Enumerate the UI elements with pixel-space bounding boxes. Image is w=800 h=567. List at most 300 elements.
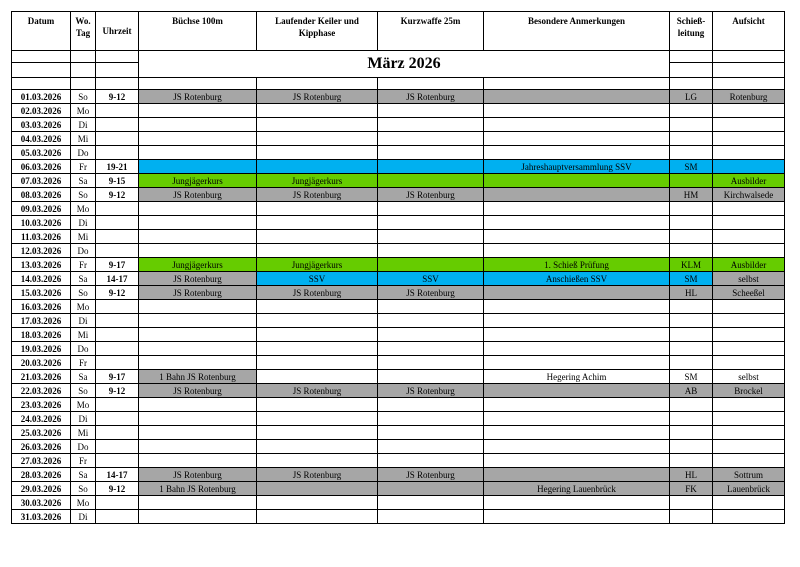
cell-day: Do bbox=[71, 244, 96, 258]
cell-keiler: Jungjägerkurs bbox=[257, 258, 378, 272]
cell-buechse bbox=[139, 216, 257, 230]
cell-aufsicht: selbst bbox=[713, 370, 785, 384]
cell-schiessleitung bbox=[670, 426, 713, 440]
header-buechse: Büchse 100m bbox=[139, 12, 257, 51]
cell-date: 13.03.2026 bbox=[12, 258, 71, 272]
cell-keiler bbox=[257, 440, 378, 454]
header-uhrzeit bbox=[96, 12, 139, 51]
spacer-row bbox=[12, 51, 785, 63]
cell-day: Fr bbox=[71, 160, 96, 174]
cell-schiessleitung: AB bbox=[670, 384, 713, 398]
cell-kurzwaffe: JS Rotenburg bbox=[378, 286, 484, 300]
cell-buechse: JS Rotenburg bbox=[139, 468, 257, 482]
cell-kurzwaffe bbox=[378, 454, 484, 468]
cell-schiessleitung bbox=[670, 398, 713, 412]
cell-aufsicht bbox=[713, 216, 785, 230]
cell-keiler: JS Rotenburg bbox=[257, 188, 378, 202]
cell-day: Mi bbox=[71, 426, 96, 440]
cell-aufsicht: Sottrum bbox=[713, 468, 785, 482]
header-tag: Tag bbox=[75, 28, 91, 38]
cell-anmerkungen bbox=[484, 188, 670, 202]
month-title: März 2026 bbox=[139, 51, 670, 78]
table-row bbox=[12, 342, 785, 356]
cell-date: 28.03.2026 bbox=[12, 468, 71, 482]
cell-anmerkungen: Hegering Lauenbrück bbox=[484, 482, 670, 496]
cell-buechse bbox=[139, 300, 257, 314]
cell-date: 10.03.2026 bbox=[12, 216, 71, 230]
cell-date: 12.03.2026 bbox=[12, 244, 71, 258]
cell-anmerkungen bbox=[484, 384, 670, 398]
cell-aufsicht bbox=[713, 440, 785, 454]
cell-schiessleitung bbox=[670, 230, 713, 244]
cell-date: 31.03.2026 bbox=[12, 510, 71, 524]
cell-kurzwaffe bbox=[378, 412, 484, 426]
cell-anmerkungen bbox=[484, 118, 670, 132]
header-datum: Datum bbox=[12, 12, 71, 51]
cell-anmerkungen bbox=[484, 342, 670, 356]
cell-anmerkungen: Jahreshauptversammlung SSV bbox=[484, 160, 670, 174]
cell-time: 14-17 bbox=[96, 272, 139, 286]
cell-day: Fr bbox=[71, 454, 96, 468]
table-row bbox=[12, 90, 785, 104]
cell-buechse bbox=[139, 356, 257, 370]
cell-time bbox=[96, 328, 139, 342]
cell-kurzwaffe: JS Rotenburg bbox=[378, 468, 484, 482]
cell-date: 04.03.2026 bbox=[12, 132, 71, 146]
table-row bbox=[12, 384, 785, 398]
cell-day: Di bbox=[71, 314, 96, 328]
cell-aufsicht bbox=[713, 230, 785, 244]
cell-kurzwaffe bbox=[378, 118, 484, 132]
cell-schiessleitung: SM bbox=[670, 272, 713, 286]
cell-buechse: JS Rotenburg bbox=[139, 90, 257, 104]
cell-schiessleitung bbox=[670, 104, 713, 118]
cell-anmerkungen: Anschießen SSV bbox=[484, 272, 670, 286]
cell-aufsicht bbox=[713, 202, 785, 216]
cell-buechse bbox=[139, 118, 257, 132]
cell-schiessleitung bbox=[670, 174, 713, 188]
cell-day: Mo bbox=[71, 496, 96, 510]
cell-date: 24.03.2026 bbox=[12, 412, 71, 426]
header-wo-tag bbox=[71, 12, 96, 51]
cell-buechse: 1 Bahn JS Rotenburg bbox=[139, 482, 257, 496]
table-row bbox=[12, 314, 785, 328]
cell-buechse bbox=[139, 104, 257, 118]
cell-keiler bbox=[257, 496, 378, 510]
table-row bbox=[12, 216, 785, 230]
cell-time: 19-21 bbox=[96, 160, 139, 174]
cell-schiessleitung bbox=[670, 412, 713, 426]
cell-day: So bbox=[71, 384, 96, 398]
cell-aufsicht bbox=[713, 356, 785, 370]
cell-time: 9-12 bbox=[96, 482, 139, 496]
cell-kurzwaffe bbox=[378, 132, 484, 146]
cell-keiler bbox=[257, 510, 378, 524]
cell-buechse bbox=[139, 230, 257, 244]
cell-day: So bbox=[71, 286, 96, 300]
cell-schiessleitung: HL bbox=[670, 286, 713, 300]
header-wo: Wo. bbox=[75, 16, 91, 26]
cell-aufsicht bbox=[713, 160, 785, 174]
cell-date: 19.03.2026 bbox=[12, 342, 71, 356]
cell-keiler bbox=[257, 454, 378, 468]
cell-schiessleitung bbox=[670, 314, 713, 328]
cell-buechse: JS Rotenburg bbox=[139, 272, 257, 286]
cell-kurzwaffe bbox=[378, 300, 484, 314]
cell-buechse bbox=[139, 314, 257, 328]
table-row bbox=[12, 300, 785, 314]
cell-day: Mo bbox=[71, 202, 96, 216]
cell-day: Mi bbox=[71, 328, 96, 342]
cell-kurzwaffe bbox=[378, 426, 484, 440]
cell-keiler: JS Rotenburg bbox=[257, 286, 378, 300]
cell-aufsicht bbox=[713, 244, 785, 258]
cell-day: Do bbox=[71, 342, 96, 356]
table-row bbox=[12, 230, 785, 244]
table-row bbox=[12, 482, 785, 496]
cell-buechse: 1 Bahn JS Rotenburg bbox=[139, 370, 257, 384]
cell-keiler bbox=[257, 328, 378, 342]
table-row bbox=[12, 188, 785, 202]
cell-kurzwaffe bbox=[378, 146, 484, 160]
header-schiess-line1: Schieß- bbox=[676, 16, 706, 26]
cell-aufsicht bbox=[713, 300, 785, 314]
cell-keiler bbox=[257, 300, 378, 314]
cell-keiler bbox=[257, 482, 378, 496]
cell-anmerkungen bbox=[484, 300, 670, 314]
cell-date: 29.03.2026 bbox=[12, 482, 71, 496]
cell-day: So bbox=[71, 188, 96, 202]
cell-time bbox=[96, 314, 139, 328]
cell-kurzwaffe bbox=[378, 510, 484, 524]
cell-kurzwaffe bbox=[378, 258, 484, 272]
cell-keiler bbox=[257, 370, 378, 384]
schedule-body bbox=[12, 90, 785, 524]
cell-keiler bbox=[257, 146, 378, 160]
cell-schiessleitung bbox=[670, 454, 713, 468]
cell-kurzwaffe bbox=[378, 482, 484, 496]
cell-date: 05.03.2026 bbox=[12, 146, 71, 160]
cell-anmerkungen bbox=[484, 426, 670, 440]
cell-day: So bbox=[71, 482, 96, 496]
table-row bbox=[12, 370, 785, 384]
cell-kurzwaffe bbox=[378, 174, 484, 188]
cell-buechse: JS Rotenburg bbox=[139, 384, 257, 398]
cell-aufsicht: Ausbilder bbox=[713, 258, 785, 272]
cell-time bbox=[96, 342, 139, 356]
table-row bbox=[12, 286, 785, 300]
cell-keiler bbox=[257, 244, 378, 258]
cell-anmerkungen bbox=[484, 174, 670, 188]
cell-kurzwaffe bbox=[378, 314, 484, 328]
cell-time bbox=[96, 454, 139, 468]
cell-anmerkungen bbox=[484, 286, 670, 300]
cell-buechse bbox=[139, 342, 257, 356]
table-row bbox=[12, 202, 785, 216]
table-row bbox=[12, 412, 785, 426]
cell-anmerkungen bbox=[484, 412, 670, 426]
cell-keiler bbox=[257, 216, 378, 230]
cell-time bbox=[96, 440, 139, 454]
table-row bbox=[12, 258, 785, 272]
table-row bbox=[12, 468, 785, 482]
cell-date: 03.03.2026 bbox=[12, 118, 71, 132]
cell-schiessleitung bbox=[670, 132, 713, 146]
cell-keiler: JS Rotenburg bbox=[257, 90, 378, 104]
cell-kurzwaffe bbox=[378, 230, 484, 244]
header-row bbox=[12, 12, 785, 51]
cell-aufsicht bbox=[713, 398, 785, 412]
cell-day: So bbox=[71, 90, 96, 104]
cell-aufsicht: Brockel bbox=[713, 384, 785, 398]
cell-anmerkungen bbox=[484, 328, 670, 342]
cell-anmerkungen bbox=[484, 468, 670, 482]
cell-kurzwaffe bbox=[378, 496, 484, 510]
cell-aufsicht bbox=[713, 118, 785, 132]
cell-aufsicht: Scheeßel bbox=[713, 286, 785, 300]
table-row bbox=[12, 118, 785, 132]
cell-buechse: Jungjägerkurs bbox=[139, 258, 257, 272]
cell-kurzwaffe bbox=[378, 370, 484, 384]
cell-time: 9-17 bbox=[96, 370, 139, 384]
table-row bbox=[12, 104, 785, 118]
cell-schiessleitung bbox=[670, 356, 713, 370]
cell-kurzwaffe bbox=[378, 216, 484, 230]
spacer-row-2 bbox=[12, 78, 785, 90]
cell-date: 14.03.2026 bbox=[12, 272, 71, 286]
header-kurzwaffe: Kurzwaffe 25m bbox=[378, 12, 484, 51]
cell-keiler: JS Rotenburg bbox=[257, 468, 378, 482]
cell-schiessleitung bbox=[670, 510, 713, 524]
cell-time bbox=[96, 244, 139, 258]
cell-time bbox=[96, 426, 139, 440]
cell-schiessleitung bbox=[670, 342, 713, 356]
cell-buechse: JS Rotenburg bbox=[139, 188, 257, 202]
cell-aufsicht bbox=[713, 104, 785, 118]
cell-kurzwaffe bbox=[378, 328, 484, 342]
cell-aufsicht bbox=[713, 496, 785, 510]
cell-keiler bbox=[257, 160, 378, 174]
cell-aufsicht: Lauenbrück bbox=[713, 482, 785, 496]
cell-schiessleitung bbox=[670, 118, 713, 132]
cell-schiessleitung bbox=[670, 300, 713, 314]
cell-time bbox=[96, 146, 139, 160]
cell-date: 25.03.2026 bbox=[12, 426, 71, 440]
header-uhrzeit-label: Uhrzeit bbox=[102, 26, 132, 36]
cell-time bbox=[96, 230, 139, 244]
cell-buechse bbox=[139, 510, 257, 524]
cell-time bbox=[96, 496, 139, 510]
cell-kurzwaffe: SSV bbox=[378, 272, 484, 286]
cell-date: 01.03.2026 bbox=[12, 90, 71, 104]
cell-day: Fr bbox=[71, 356, 96, 370]
cell-date: 21.03.2026 bbox=[12, 370, 71, 384]
cell-buechse bbox=[139, 426, 257, 440]
cell-time: 9-12 bbox=[96, 90, 139, 104]
cell-schiessleitung bbox=[670, 496, 713, 510]
cell-anmerkungen bbox=[484, 356, 670, 370]
cell-date: 22.03.2026 bbox=[12, 384, 71, 398]
cell-buechse bbox=[139, 412, 257, 426]
cell-keiler bbox=[257, 398, 378, 412]
cell-schiessleitung: SM bbox=[670, 160, 713, 174]
cell-anmerkungen bbox=[484, 230, 670, 244]
cell-time: 9-12 bbox=[96, 188, 139, 202]
cell-kurzwaffe: JS Rotenburg bbox=[378, 90, 484, 104]
cell-aufsicht bbox=[713, 426, 785, 440]
cell-anmerkungen bbox=[484, 202, 670, 216]
cell-buechse: Jungjägerkurs bbox=[139, 174, 257, 188]
cell-day: Di bbox=[71, 216, 96, 230]
cell-day: Do bbox=[71, 440, 96, 454]
cell-day: Di bbox=[71, 412, 96, 426]
cell-day: Di bbox=[71, 510, 96, 524]
cell-time bbox=[96, 300, 139, 314]
cell-anmerkungen bbox=[484, 216, 670, 230]
table-row bbox=[12, 496, 785, 510]
cell-buechse bbox=[139, 398, 257, 412]
cell-date: 18.03.2026 bbox=[12, 328, 71, 342]
cell-anmerkungen bbox=[484, 244, 670, 258]
cell-date: 06.03.2026 bbox=[12, 160, 71, 174]
cell-date: 17.03.2026 bbox=[12, 314, 71, 328]
cell-time bbox=[96, 132, 139, 146]
cell-anmerkungen bbox=[484, 496, 670, 510]
table-row bbox=[12, 426, 785, 440]
table-row bbox=[12, 398, 785, 412]
cell-time: 9-12 bbox=[96, 384, 139, 398]
cell-anmerkungen bbox=[484, 104, 670, 118]
cell-day: Mo bbox=[71, 104, 96, 118]
header-keiler bbox=[257, 12, 378, 51]
cell-buechse bbox=[139, 440, 257, 454]
cell-schiessleitung: FK bbox=[670, 482, 713, 496]
cell-buechse bbox=[139, 146, 257, 160]
cell-anmerkungen bbox=[484, 398, 670, 412]
cell-day: Sa bbox=[71, 468, 96, 482]
cell-schiessleitung: SM bbox=[670, 370, 713, 384]
cell-day: Sa bbox=[71, 272, 96, 286]
cell-date: 16.03.2026 bbox=[12, 300, 71, 314]
header-schiessleitung bbox=[670, 12, 713, 51]
cell-kurzwaffe bbox=[378, 202, 484, 216]
cell-time bbox=[96, 216, 139, 230]
header-anmerkungen: Besondere Anmerkungen bbox=[484, 12, 670, 51]
cell-day: Di bbox=[71, 118, 96, 132]
cell-anmerkungen bbox=[484, 132, 670, 146]
cell-keiler bbox=[257, 342, 378, 356]
cell-aufsicht: selbst bbox=[713, 272, 785, 286]
cell-kurzwaffe bbox=[378, 356, 484, 370]
cell-anmerkungen: 1. Schieß Prüfung bbox=[484, 258, 670, 272]
cell-aufsicht bbox=[713, 328, 785, 342]
cell-date: 11.03.2026 bbox=[12, 230, 71, 244]
cell-keiler bbox=[257, 104, 378, 118]
cell-anmerkungen bbox=[484, 454, 670, 468]
cell-time bbox=[96, 202, 139, 216]
cell-day: Mo bbox=[71, 300, 96, 314]
cell-anmerkungen bbox=[484, 314, 670, 328]
table-row bbox=[12, 146, 785, 160]
cell-day: Fr bbox=[71, 258, 96, 272]
table-row bbox=[12, 510, 785, 524]
cell-buechse bbox=[139, 160, 257, 174]
cell-kurzwaffe bbox=[378, 160, 484, 174]
cell-aufsicht: Kirchwalsede bbox=[713, 188, 785, 202]
cell-schiessleitung bbox=[670, 146, 713, 160]
cell-day: Mo bbox=[71, 398, 96, 412]
schedule-table bbox=[11, 11, 785, 524]
cell-time bbox=[96, 356, 139, 370]
table-row bbox=[12, 132, 785, 146]
cell-aufsicht bbox=[713, 314, 785, 328]
cell-aufsicht bbox=[713, 412, 785, 426]
cell-aufsicht: Rotenburg bbox=[713, 90, 785, 104]
cell-keiler bbox=[257, 356, 378, 370]
cell-date: 08.03.2026 bbox=[12, 188, 71, 202]
cell-date: 15.03.2026 bbox=[12, 286, 71, 300]
cell-buechse bbox=[139, 496, 257, 510]
cell-keiler bbox=[257, 314, 378, 328]
cell-aufsicht bbox=[713, 146, 785, 160]
cell-time bbox=[96, 412, 139, 426]
cell-schiessleitung bbox=[670, 202, 713, 216]
cell-schiessleitung bbox=[670, 328, 713, 342]
cell-anmerkungen bbox=[484, 440, 670, 454]
cell-schiessleitung bbox=[670, 244, 713, 258]
cell-day: Do bbox=[71, 146, 96, 160]
table-row bbox=[12, 174, 785, 188]
cell-buechse bbox=[139, 132, 257, 146]
table-row bbox=[12, 454, 785, 468]
table-row bbox=[12, 328, 785, 342]
cell-keiler bbox=[257, 426, 378, 440]
cell-date: 27.03.2026 bbox=[12, 454, 71, 468]
cell-keiler: SSV bbox=[257, 272, 378, 286]
header-aufsicht: Aufsicht bbox=[713, 12, 785, 51]
cell-kurzwaffe bbox=[378, 104, 484, 118]
cell-kurzwaffe bbox=[378, 440, 484, 454]
cell-day: Mi bbox=[71, 132, 96, 146]
cell-kurzwaffe: JS Rotenburg bbox=[378, 384, 484, 398]
cell-keiler bbox=[257, 412, 378, 426]
cell-time: 14-17 bbox=[96, 468, 139, 482]
cell-date: 20.03.2026 bbox=[12, 356, 71, 370]
cell-anmerkungen bbox=[484, 90, 670, 104]
table-row bbox=[12, 160, 785, 174]
cell-kurzwaffe bbox=[378, 244, 484, 258]
cell-schiessleitung: LG bbox=[670, 90, 713, 104]
table-row bbox=[12, 440, 785, 454]
header-keiler-line1: Laufender Keiler und bbox=[275, 16, 359, 26]
cell-schiessleitung bbox=[670, 440, 713, 454]
cell-day: Sa bbox=[71, 174, 96, 188]
cell-date: 26.03.2026 bbox=[12, 440, 71, 454]
cell-buechse bbox=[139, 244, 257, 258]
cell-time bbox=[96, 118, 139, 132]
cell-kurzwaffe bbox=[378, 342, 484, 356]
cell-date: 30.03.2026 bbox=[12, 496, 71, 510]
cell-schiessleitung: HM bbox=[670, 188, 713, 202]
table-row bbox=[12, 244, 785, 258]
cell-anmerkungen bbox=[484, 146, 670, 160]
cell-keiler: Jungjägerkurs bbox=[257, 174, 378, 188]
cell-buechse bbox=[139, 454, 257, 468]
cell-keiler bbox=[257, 230, 378, 244]
cell-buechse: JS Rotenburg bbox=[139, 286, 257, 300]
cell-keiler bbox=[257, 118, 378, 132]
cell-date: 02.03.2026 bbox=[12, 104, 71, 118]
